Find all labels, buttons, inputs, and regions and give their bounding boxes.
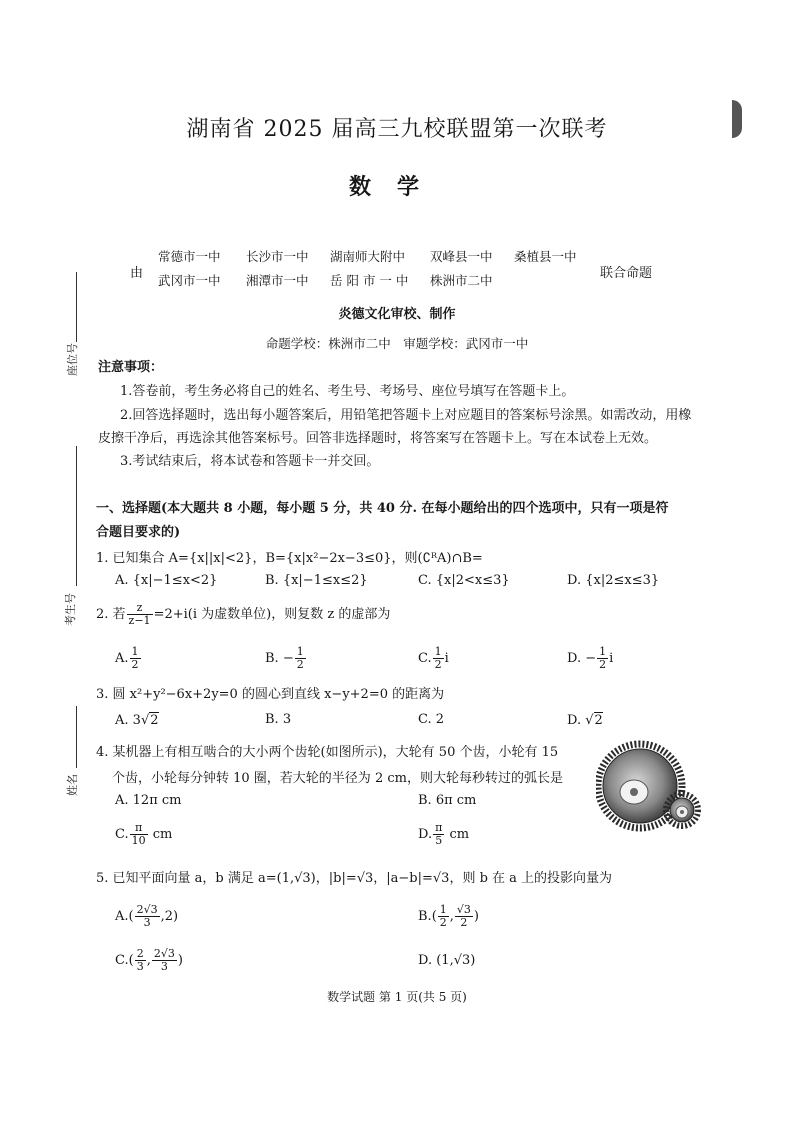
q1-option-c: C. {x|2<x≤3}: [418, 573, 510, 588]
q2-b-label: B. −: [265, 651, 294, 666]
q3-option-a: A. 3√2: [115, 713, 159, 728]
q2-c-i: i: [444, 651, 449, 666]
q5-a-tail: ,2): [160, 909, 179, 924]
q5-option-a: [115, 904, 178, 929]
note-1: 1.答卷前，考生务必将自己的姓名、考生号、考场号、座位号填写在答题卡上。: [120, 384, 575, 399]
q2-d-label: D. −: [567, 651, 597, 666]
q5-c-frac1: [135, 948, 146, 973]
q2-b-frac: [295, 646, 306, 671]
school-6: 武冈市一中: [158, 273, 221, 288]
subject-title: 数学: [348, 174, 445, 200]
q5-b-comma: ,: [449, 909, 454, 924]
school-1: 常德市一中: [158, 249, 221, 264]
reviewer: 炎德文化审校、制作: [338, 307, 456, 322]
q5-c-frac2: [152, 948, 177, 973]
q2-suffix: =2+i(i 为虚数单位)，则复数 z 的虚部为: [153, 607, 391, 622]
name-label: 姓名: [66, 774, 79, 796]
q5-b-den1: 2: [439, 916, 447, 929]
q4-d-num: π: [435, 821, 443, 834]
q5-c-open: (: [128, 953, 134, 968]
q2-a-den: 2: [131, 658, 139, 671]
q4-c-den: 10: [131, 834, 146, 847]
note-2: 2.回答选择题时，选出每小题答案后，用铅笔把答题卡上对应题目的答案标号涂黑。如需改动，用橡: [120, 408, 692, 423]
q5-b-num1: 1: [439, 903, 447, 916]
by-label: 由: [130, 266, 144, 281]
q2-d-num: 1: [599, 645, 607, 658]
q4-c-unit: cm: [152, 827, 173, 842]
q3-stem: 3. 圆 x²+y²−6x+2y=0 的圆心到直线 x−y+2=0 的距离为: [96, 687, 445, 702]
q2-option-b: [265, 646, 307, 671]
q5-b-num2: √3: [456, 903, 471, 916]
q5-c-num1: 2: [136, 947, 144, 960]
q5-a-den: 3: [143, 916, 151, 929]
q5-a-label: A.: [115, 909, 129, 924]
q5-c-close: ): [177, 953, 183, 968]
school-9: 株洲市二中: [430, 273, 493, 288]
q3-option-d: D. √2: [567, 713, 603, 728]
q3-d-root: 2: [594, 713, 603, 728]
q5-c-den1: 3: [136, 960, 144, 973]
q5-a-frac: [135, 904, 160, 929]
q3-option-c: C. 2: [418, 712, 445, 727]
gears-image: [596, 738, 708, 834]
name-line: [76, 706, 77, 768]
q5-c-label: C.: [115, 953, 129, 968]
school-3: 湖南师大附中: [330, 249, 406, 264]
q4-stem-1: 4. 某机器上有相互啮合的大小两个齿轮(如图所示)，大轮有 50 个齿，小轮有 15: [96, 745, 559, 760]
q2-option-a: [115, 646, 142, 671]
q2-c-frac: [433, 646, 444, 671]
q5-c-den2: 3: [160, 960, 168, 973]
school-5: 桑植县一中: [514, 249, 577, 264]
q5-stem: 5. 已知平面向量 a，b 满足 a=(1,√3)，|b|=√3，|a−b|=√3，则 b 在 a 上的投影向量为: [96, 871, 613, 886]
q2-d-i: i: [609, 651, 614, 666]
q5-c-num2: 2√3: [153, 947, 175, 960]
q5-b-frac1: [438, 904, 449, 929]
q2-prefix: 2. 若: [96, 607, 126, 622]
q1-option-b: B. {x|−1≤x≤2}: [265, 573, 368, 588]
q5-b-den2: 2: [460, 916, 468, 929]
school-2: 长沙市一中: [246, 249, 309, 264]
joint-label: 联合命题: [600, 266, 653, 281]
q4-c-frac: [130, 822, 148, 847]
q5-b-close: ): [473, 909, 479, 924]
large-gear: [598, 744, 682, 828]
q4-option-c: [115, 822, 172, 847]
q2-b-num: 1: [296, 645, 304, 658]
q2-frac-den: z−1: [128, 614, 151, 627]
q5-option-b: [418, 904, 479, 929]
q5-b-open: (: [431, 909, 437, 924]
exam-no-label: 考生号: [64, 593, 77, 626]
q5-option-d: D. (1,√3): [418, 953, 476, 968]
q5-b-label: B.: [418, 909, 432, 924]
q4-stem-2: 个齿，小轮每分钟转 10 圈，若大轮的半径为 2 cm，则大轮每秒转过的弧长是: [112, 771, 563, 786]
page-footer: 数学试题 第 1 页(共 5 页): [327, 990, 467, 1004]
q4-option-b: B. 6π cm: [418, 793, 477, 808]
exam-no-line: [76, 446, 77, 586]
note-2-cont: 皮擦干净后，再选涂其他答案标号。回答非选择题时，将答案写在答题卡上。写在本试卷上无效。: [98, 431, 658, 446]
q3-a-root: 2: [150, 713, 159, 728]
q2-d-frac: [597, 646, 608, 671]
q2-fraction: [127, 602, 153, 627]
q4-d-frac: [433, 822, 444, 847]
q5-a-open: (: [128, 909, 134, 924]
q2-option-c: [418, 646, 449, 671]
notes-heading: 注意事项：: [98, 360, 164, 375]
q2-c-num: 1: [434, 645, 442, 658]
section-heading-1: 一、选择题(本大题共 8 小题，每小题 5 分，共 40 分. 在每小题给出的四个选项中，只有一项是符: [96, 501, 669, 516]
q2-stem: [96, 602, 390, 627]
q2-frac-num: z: [127, 602, 153, 615]
q1-stem: 1. 已知集合 A={x||x|<2}，B={x|x²−2x−3≤0}，则(∁ᴿA)∩B=: [96, 551, 483, 566]
q2-c-den: 2: [434, 658, 442, 671]
q4-c-label: C.: [115, 827, 129, 842]
q2-d-den: 2: [599, 658, 607, 671]
q5-b-frac2: [455, 904, 473, 929]
q4-d-den: 5: [435, 834, 443, 847]
note-3: 3.考试结束后，将本试卷和答题卡一并交回。: [120, 454, 380, 469]
q3-d-label: D.: [567, 713, 582, 728]
q4-c-num: π: [130, 822, 148, 835]
q5-c-comma: ,: [146, 953, 151, 968]
q4-d-unit: cm: [449, 827, 470, 842]
q5-a-num: 2√3: [136, 903, 158, 916]
q2-b-den: 2: [296, 658, 304, 671]
authors: 命题学校：株洲市二中 审题学校：武冈市一中: [265, 336, 529, 351]
q2-a-num: 1: [131, 645, 139, 658]
school-8: 岳 阳 市 一 中: [330, 273, 409, 288]
q2-option-d: [567, 646, 613, 671]
q2-a-frac: [130, 646, 141, 671]
seat-label: 座位号: [66, 343, 79, 376]
q1-option-d: D. {x|2≤x≤3}: [567, 573, 660, 588]
section-heading-2: 合题目要求的): [96, 525, 181, 540]
q3-option-b: B. 3: [265, 712, 292, 727]
q1-option-a: A. {x|−1≤x<2}: [115, 573, 218, 588]
school-7: 湘潭市一中: [246, 273, 309, 288]
q4-option-a: A. 12π cm: [115, 793, 182, 808]
q2-a-label: A.: [115, 651, 129, 666]
school-4: 双峰县一中: [430, 249, 493, 264]
q3-a-label: A. 3: [115, 713, 141, 728]
q5-option-c: [115, 948, 183, 973]
q4-option-d: [418, 822, 469, 847]
exam-title: 湖南省 2025 届高三九校联盟第一次联考: [186, 117, 608, 142]
q4-d-label: D.: [418, 827, 433, 842]
q2-c-label: C.: [418, 651, 432, 666]
